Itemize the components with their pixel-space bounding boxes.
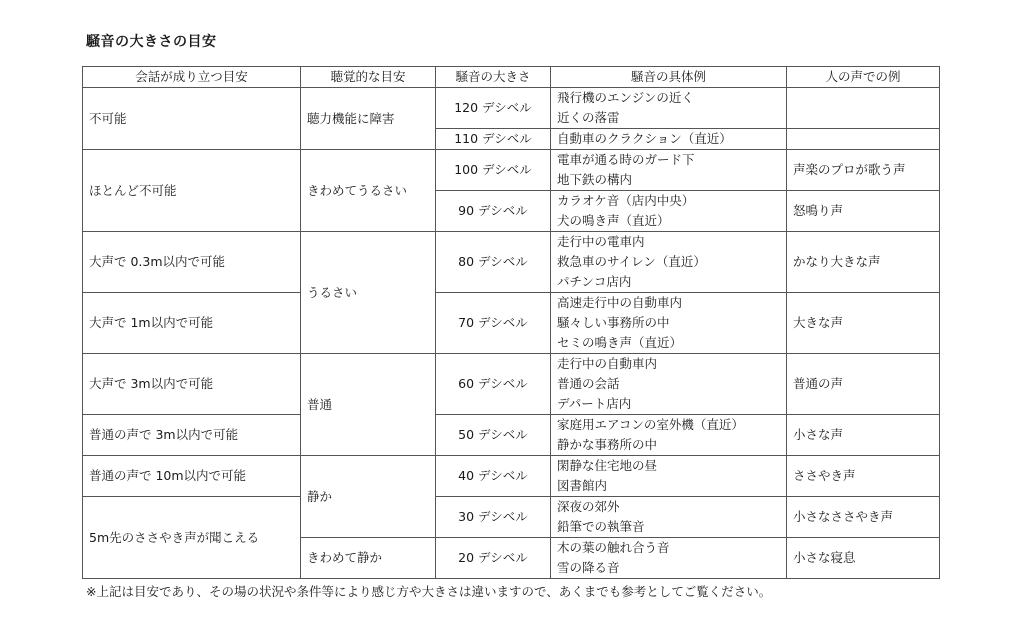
example-line: 救急車のサイレン（直近） <box>557 254 706 269</box>
examples-cell <box>551 150 787 191</box>
example-line: 深夜の郊外 <box>557 499 620 514</box>
example-line: 自動車のクラクション（直近） <box>557 131 732 146</box>
level-cell: 30 デシベル <box>436 497 551 538</box>
examples-cell <box>551 232 787 293</box>
example-line: 静かな事務所の中 <box>557 437 658 452</box>
voice-cell: 声楽のプロが歌う声 <box>787 150 940 191</box>
level-cell: 100 デシベル <box>436 150 551 191</box>
level-cell: 50 デシベル <box>436 415 551 456</box>
examples-cell <box>551 354 787 415</box>
conversation-cell: 大声で 3m以内で可能 <box>83 354 301 415</box>
conversation-cell: 大声で 1m以内で可能 <box>83 293 301 354</box>
examples-cell <box>551 88 787 129</box>
examples-cell <box>551 415 787 456</box>
table-row <box>83 232 940 293</box>
header-conversation: 会話が成り立つ目安 <box>83 67 301 88</box>
header-level: 騒音の大きさ <box>436 67 551 88</box>
voice-cell: 普通の声 <box>787 354 940 415</box>
table-row <box>83 354 940 415</box>
example-line: 高速走行中の自動車内 <box>557 295 683 310</box>
hearing-cell: 静か <box>301 456 436 538</box>
hearing-cell: きわめて静か <box>301 538 436 579</box>
voice-cell: 怒鳴り声 <box>787 191 940 232</box>
level-cell: 110 デシベル <box>436 129 551 150</box>
page-title: 騒音の大きさの目安 <box>86 34 217 50</box>
header-hearing: 聴覚的な目安 <box>301 67 436 88</box>
hearing-cell: 普通 <box>301 354 436 456</box>
table-row <box>83 497 940 538</box>
examples-cell <box>551 129 787 150</box>
example-line: 電車が通る時のガード下 <box>557 152 695 167</box>
footnote: ※上記は目安であり、その場の状況や条件等により感じ方や大きさは違いますので、あくまでも参考としてご覧ください。 <box>86 584 772 599</box>
example-line: 閑静な住宅地の昼 <box>557 458 658 473</box>
example-line: カラオケ音（店内中央） <box>557 193 695 208</box>
voice-cell: 大きな声 <box>787 293 940 354</box>
voice-cell: 小さなささやき声 <box>787 497 940 538</box>
example-line: 雪の降る音 <box>557 560 620 575</box>
hearing-cell: 聴力機能に障害 <box>301 88 436 150</box>
conversation-cell: ほとんど不可能 <box>83 150 301 232</box>
table-row <box>83 415 940 456</box>
example-line: 犬の鳴き声（直近） <box>557 213 670 228</box>
voice-cell: 小さな寝息 <box>787 538 940 579</box>
examples-cell <box>551 191 787 232</box>
level-cell: 20 デシベル <box>436 538 551 579</box>
example-line: 木の葉の触れ合う音 <box>557 540 670 555</box>
hearing-cell: うるさい <box>301 232 436 354</box>
example-line: 飛行機のエンジンの近く <box>557 90 694 105</box>
example-line: 図書館内 <box>557 478 608 493</box>
examples-cell <box>551 293 787 354</box>
table-row <box>83 293 940 354</box>
table-header-row <box>83 67 940 88</box>
voice-cell <box>787 88 940 129</box>
example-line: デパート店内 <box>557 396 632 411</box>
examples-cell <box>551 538 787 579</box>
header-voice: 人の声での例 <box>787 67 940 88</box>
voice-cell: かなり大きな声 <box>787 232 940 293</box>
example-line: 騒々しい事務所の中 <box>557 315 670 330</box>
noise-level-table <box>82 66 940 579</box>
hearing-cell: きわめてうるさい <box>301 150 436 232</box>
level-cell: 40 デシベル <box>436 456 551 497</box>
example-line: 地下鉄の構内 <box>557 172 633 187</box>
example-line: 普通の会話 <box>557 376 620 391</box>
level-cell: 80 デシベル <box>436 232 551 293</box>
level-cell: 70 デシベル <box>436 293 551 354</box>
conversation-cell: 大声で 0.3m以内で可能 <box>83 232 301 293</box>
example-line: 走行中の自動車内 <box>557 356 658 371</box>
table-row <box>83 88 940 129</box>
example-line: 家庭用エアコンの室外機（直近） <box>557 417 744 432</box>
conversation-cell: 5m先のささやき声が聞こえる <box>83 497 301 579</box>
conversation-cell: 不可能 <box>83 88 301 150</box>
example-line: 鉛筆での執筆音 <box>557 519 645 534</box>
level-cell: 90 デシベル <box>436 191 551 232</box>
example-line: 近くの落雷 <box>557 110 620 125</box>
header-examples: 騒音の具体例 <box>551 67 787 88</box>
level-cell: 120 デシベル <box>436 88 551 129</box>
conversation-cell: 普通の声で 3m以内で可能 <box>83 415 301 456</box>
examples-cell <box>551 497 787 538</box>
example-line: パチンコ店内 <box>557 274 632 289</box>
table-row <box>83 456 940 497</box>
voice-cell: 小さな声 <box>787 415 940 456</box>
example-line: セミの鳴き声（直近） <box>557 335 683 350</box>
examples-cell <box>551 456 787 497</box>
voice-cell: ささやき声 <box>787 456 940 497</box>
voice-cell <box>787 129 940 150</box>
table-row <box>83 150 940 191</box>
level-cell: 60 デシベル <box>436 354 551 415</box>
example-line: 走行中の電車内 <box>557 234 645 249</box>
conversation-cell: 普通の声で 10m以内で可能 <box>83 456 301 497</box>
